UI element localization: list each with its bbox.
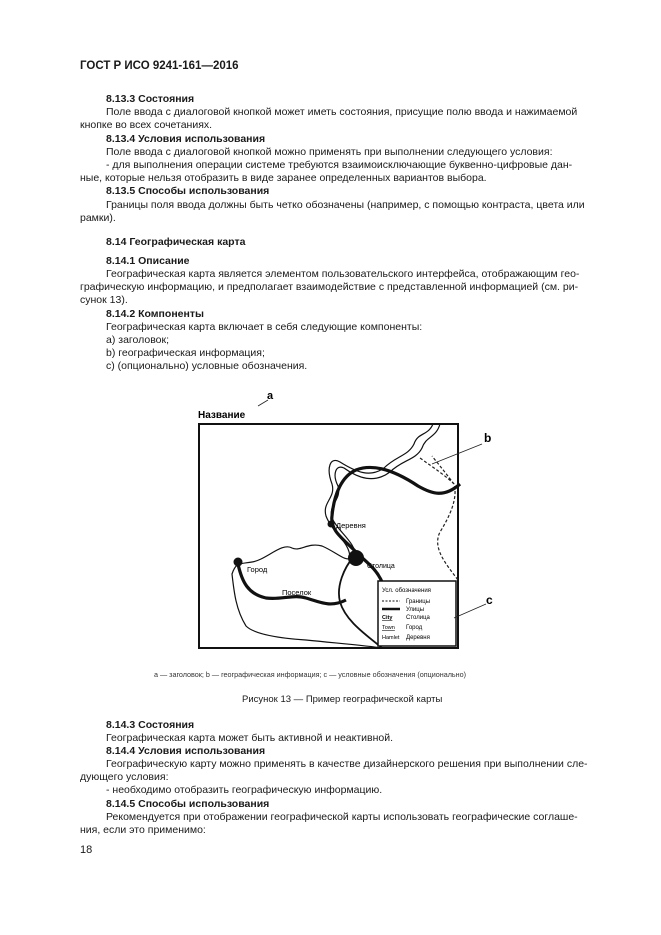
paragraph-line: - необходимо отобразить географическую информацию.	[106, 784, 383, 796]
section-heading-8-14-1: 8.14.1 Описание	[106, 255, 190, 267]
callout-label-c: c	[486, 593, 493, 607]
list-item: c) (опционально) условные обозначения.	[106, 360, 308, 372]
paragraph-line: Поле ввода с диалоговой кнопкой может иметь состояния, присущие полю ввода и нажимаемой	[106, 106, 578, 118]
section-heading-8-13-3: 8.13.3 Состояния	[106, 93, 195, 105]
legend-row-village: Деревня	[406, 635, 430, 641]
section-heading-8-13-5: 8.13.5 Способы использования	[106, 185, 270, 197]
paragraph-line: Географическая карта включает в себя следующие компоненты:	[106, 321, 423, 333]
paragraph-line: Географическую карту можно применять в качестве дизайнерского решения при выполнении сле-	[106, 758, 588, 770]
map-figure-svg	[196, 386, 502, 658]
legend-row-borders: Границы	[406, 599, 430, 605]
paragraph-line: ные, которые нельзя отобразить в виде заранее определенных вариантов выбора.	[80, 172, 487, 184]
section-heading-8-14-4: 8.14.4 Условия использования	[106, 745, 266, 757]
paragraph-line: кнопке во всех сочетаниях.	[80, 119, 213, 131]
paragraph-line: сунок 13).	[80, 294, 128, 306]
capital-marker-icon	[348, 550, 364, 566]
map-figure	[196, 386, 502, 658]
village-marker-icon	[328, 521, 335, 528]
section-heading-8-14-3: 8.14.3 Состояния	[106, 719, 195, 731]
figure-caption: Рисунок 13 — Пример географической карты	[242, 694, 443, 705]
legend-row-town: Город	[406, 625, 423, 631]
paragraph-line: дующего условия:	[80, 771, 169, 783]
list-item: b) географическая информация;	[106, 347, 265, 359]
paragraph-line: ния, если это применимо:	[80, 824, 206, 836]
paragraph-line: графическую информацию, и предполагает взаимодействие с представленной информацией (см. ри-	[80, 281, 579, 293]
border-line	[420, 456, 458, 580]
callout-label-a: a	[267, 390, 274, 402]
legend-row-capital: Столица	[406, 615, 430, 621]
section-heading-8-14-5: 8.14.5 Способы использования	[106, 798, 270, 810]
legend-symbol-hamlet: Hamlet	[382, 635, 400, 641]
list-item: a) заголовок;	[106, 334, 170, 346]
paragraph-line: Рекомендуется при отображении географической карты использовать географические соглаше-	[106, 811, 578, 823]
callout-label-b: b	[484, 431, 492, 445]
paragraph-line: Поле ввода с диалоговой кнопкой можно применять при выполнении следующего условия:	[106, 146, 553, 158]
paragraph-line: Географическая карта может быть активной и неактивной.	[106, 732, 394, 744]
figure-key: a — заголовок; b — географическая информация; c — условные обозначения (опционально)	[154, 670, 467, 679]
capital-label: Столица	[367, 563, 395, 570]
paragraph-line: рамки).	[80, 212, 116, 224]
callout-line-a	[258, 400, 268, 406]
paragraph-line: - для выполнения операции системе требуются взаимоисключающие буквенно-цифровые дан-	[106, 159, 573, 171]
legend-symbol-town: Town	[382, 625, 395, 631]
coastline-inner	[331, 424, 440, 558]
legend-row-streets: Улицы	[406, 607, 425, 613]
legend-symbol-city: City	[382, 615, 393, 621]
document-header: ГОСТ Р ИСО 9241-161—2016	[80, 60, 239, 72]
section-heading-8-14: 8.14 Географическая карта	[106, 236, 246, 248]
section-heading-8-14-2: 8.14.2 Компоненты	[106, 308, 204, 320]
page-number: 18	[80, 844, 93, 856]
settlement-label: Поселок	[282, 588, 312, 597]
village-label: Деревня	[336, 521, 366, 530]
legend-title: Усл. обозначения	[382, 588, 431, 594]
paragraph-line: Географическая карта является элементом пользовательского интерфейса, отображающим гео-	[106, 268, 580, 280]
section-heading-8-13-4: 8.13.4 Условия использования	[106, 133, 266, 145]
map-title: Название	[198, 410, 246, 421]
town-marker-icon	[234, 558, 243, 567]
paragraph-line: Границы поля ввода должны быть четко обозначены (например, с помощью контраста, цвета или	[106, 199, 585, 211]
town-label: Город	[247, 565, 268, 574]
